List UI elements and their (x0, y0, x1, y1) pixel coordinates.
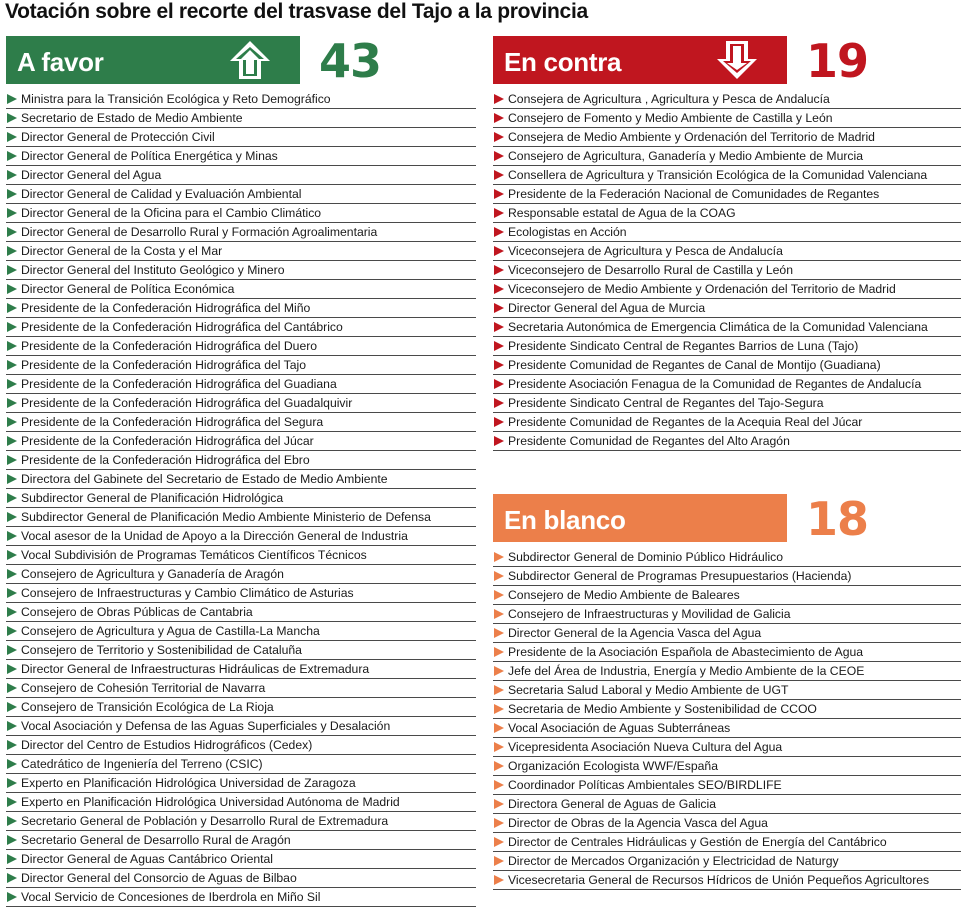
blanco-count: 18 (806, 492, 869, 546)
favor-label: A favor (6, 36, 300, 84)
favor-list-item (6, 128, 476, 147)
favor-list-item (6, 299, 476, 318)
favor-list-item-text: Director General de Protección Civil (21, 130, 215, 144)
favor-list-item (6, 166, 476, 185)
triangle-bullet-icon (494, 780, 504, 790)
blanco-list-item (493, 776, 961, 795)
contra-list-item-text: Ecologistas en Acción (508, 225, 627, 239)
triangle-bullet-icon (7, 664, 17, 674)
triangle-bullet-icon (494, 265, 504, 275)
blanco-label: En blanco (493, 494, 787, 542)
favor-column (6, 36, 476, 907)
triangle-bullet-icon (7, 170, 17, 180)
contra-header (493, 34, 961, 88)
blanco-header (493, 492, 961, 546)
triangle-bullet-icon (7, 94, 17, 104)
contra-list-item-text: Consejera de Medio Ambiente y Ordenación del Territorio de Madrid (508, 130, 875, 144)
favor-list-item (6, 489, 476, 508)
blanco-list-item-text: Director de Obras de la Agencia Vasca del Agua (508, 816, 768, 830)
blanco-list-item-text: Subdirector General de Programas Presupuestarios (Hacienda) (508, 569, 852, 583)
triangle-bullet-icon (7, 493, 17, 503)
favor-list-item (6, 774, 476, 793)
triangle-bullet-icon (7, 417, 17, 427)
blanco-list-item (493, 605, 961, 624)
contra-list-item-text: Viceconsejero de Desarrollo Rural de Castilla y León (508, 263, 793, 277)
favor-list-item (6, 660, 476, 679)
blanco-list-item-text: Coordinador Políticas Ambientales SEO/BIRDLIFE (508, 778, 782, 792)
favor-list-item-text: Consejero de Agricultura y Ganadería de Aragón (21, 567, 284, 581)
triangle-bullet-icon (7, 151, 17, 161)
contra-list-item-text: Viceconsejera de Agricultura y Pesca de Andalucía (508, 244, 783, 258)
blanco-column (493, 494, 961, 890)
favor-list-item-text: Subdirector General de Planificación Hidrológica (21, 491, 284, 505)
favor-header (6, 34, 476, 88)
favor-list-item (6, 261, 476, 280)
contra-list-item (493, 413, 961, 432)
favor-list-item-text: Director General de Calidad y Evaluación Ambiental (21, 187, 302, 201)
blanco-list-item (493, 643, 961, 662)
favor-list-item-text: Experto en Planificación Hidrológica Universidad Autónoma de Madrid (21, 795, 400, 809)
triangle-bullet-icon (7, 778, 17, 788)
contra-list-item-text: Presidente Comunidad de Regantes de Canal de Montijo (Guadiana) (508, 358, 881, 372)
contra-list-item-text: Director General del Agua de Murcia (508, 301, 706, 315)
favor-list-item (6, 451, 476, 470)
favor-list (6, 90, 476, 907)
contra-list-item (493, 432, 961, 451)
triangle-bullet-icon (7, 341, 17, 351)
triangle-bullet-icon (494, 379, 504, 389)
triangle-bullet-icon (494, 341, 504, 351)
triangle-bullet-icon (7, 360, 17, 370)
favor-list-item (6, 90, 476, 109)
favor-list-item-text: Director General de Política Energética y Minas (21, 149, 278, 163)
contra-list-item (493, 299, 961, 318)
triangle-bullet-icon (7, 474, 17, 484)
favor-list-item-text: Director del Centro de Estudios Hidrográficos (Cedex) (21, 738, 313, 752)
favor-list-item (6, 888, 476, 907)
triangle-bullet-icon (494, 303, 504, 313)
contra-list-item (493, 166, 961, 185)
favor-list-item (6, 109, 476, 128)
favor-list-item-text: Experto en Planificación Hidrológica Universidad de Zaragoza (21, 776, 356, 790)
contra-list-item-text: Presidente Asociación Fenagua de la Comunidad de Regantes de Andalucía (508, 377, 922, 391)
blanco-list-item-text: Director General de la Agencia Vasca del Agua (508, 626, 762, 640)
blanco-list-item (493, 833, 961, 852)
arrow-down-icon (715, 39, 759, 81)
favor-list-item-text: Ministra para la Transición Ecológica y Reto Demográfico (21, 92, 331, 106)
triangle-bullet-icon (7, 740, 17, 750)
favor-list-item-text: Director General de Política Económica (21, 282, 235, 296)
favor-list-item-text: Presidente de la Confederación Hidrográfica del Miño (21, 301, 311, 315)
blanco-list (493, 548, 961, 890)
favor-list-item (6, 280, 476, 299)
contra-list (493, 90, 961, 451)
triangle-bullet-icon (7, 702, 17, 712)
triangle-bullet-icon (494, 609, 504, 619)
favor-list-item (6, 679, 476, 698)
contra-list-item (493, 318, 961, 337)
triangle-bullet-icon (494, 666, 504, 676)
triangle-bullet-icon (7, 379, 17, 389)
favor-list-item (6, 204, 476, 223)
favor-list-item-text: Director General de la Costa y el Mar (21, 244, 223, 258)
arrow-up-icon (228, 39, 272, 81)
triangle-bullet-icon (7, 512, 17, 522)
triangle-bullet-icon (7, 436, 17, 446)
favor-list-item (6, 641, 476, 660)
triangle-bullet-icon (494, 856, 504, 866)
blanco-list-item (493, 871, 961, 890)
favor-list-item (6, 337, 476, 356)
contra-list-item-text: Consejera de Agricultura , Agricultura y Pesca de Andalucía (508, 92, 830, 106)
favor-list-item-text: Consejero de Cohesión Territorial de Navarra (21, 681, 266, 695)
triangle-bullet-icon (7, 835, 17, 845)
triangle-bullet-icon (494, 799, 504, 809)
triangle-bullet-icon (7, 683, 17, 693)
triangle-bullet-icon (494, 590, 504, 600)
favor-list-item (6, 698, 476, 717)
favor-list-item-text: Presidente de la Confederación Hidrográfica del Segura (21, 415, 324, 429)
triangle-bullet-icon (494, 685, 504, 695)
triangle-bullet-icon (494, 94, 504, 104)
favor-list-item-text: Director General del Consorcio de Aguas de Bilbao (21, 871, 297, 885)
contra-list-item (493, 223, 961, 242)
blanco-list-item-text: Jefe del Área de Industria, Energía y Medio Ambiente de la CEOE (508, 664, 865, 678)
triangle-bullet-icon (7, 246, 17, 256)
contra-list-item (493, 242, 961, 261)
blanco-list-item (493, 548, 961, 567)
triangle-bullet-icon (494, 436, 504, 446)
favor-list-item (6, 793, 476, 812)
blanco-list-item (493, 814, 961, 833)
triangle-bullet-icon (494, 704, 504, 714)
contra-list-item (493, 375, 961, 394)
contra-list-item (493, 394, 961, 413)
contra-list-item (493, 147, 961, 166)
contra-list-item (493, 280, 961, 299)
page-title: Votación sobre el recorte del trasvase del Tajo a la provincia (5, 0, 588, 23)
triangle-bullet-icon (7, 455, 17, 465)
favor-list-item (6, 603, 476, 622)
triangle-bullet-icon (7, 227, 17, 237)
triangle-bullet-icon (494, 647, 504, 657)
blanco-list-item (493, 738, 961, 757)
triangle-bullet-icon (494, 723, 504, 733)
favor-list-item (6, 470, 476, 489)
triangle-bullet-icon (494, 398, 504, 408)
triangle-bullet-icon (7, 550, 17, 560)
triangle-bullet-icon (7, 797, 17, 807)
favor-list-item (6, 584, 476, 603)
contra-count: 19 (806, 34, 869, 88)
blanco-list-item-text: Director de Centrales Hidráulicas y Gestión de Energía del Cantábrico (508, 835, 887, 849)
triangle-bullet-icon (494, 417, 504, 427)
contra-list-item-text: Consejero de Agricultura, Ganadería y Medio Ambiente de Murcia (508, 149, 863, 163)
favor-list-item-text: Presidente de la Confederación Hidrográfica del Guadalquivir (21, 396, 353, 410)
favor-count: 43 (319, 34, 382, 88)
triangle-bullet-icon (494, 227, 504, 237)
favor-list-item-text: Secretario de Estado de Medio Ambiente (21, 111, 243, 125)
blanco-list-item-text: Directora General de Aguas de Galicia (508, 797, 716, 811)
blanco-list-item-text: Consejero de Medio Ambiente de Baleares (508, 588, 740, 602)
favor-list-item-text: Vocal Subdivisión de Programas Temáticos Científicos Técnicos (21, 548, 367, 562)
blanco-list-item (493, 624, 961, 643)
favor-list-item-text: Presidente de la Confederación Hidrográfica del Tajo (21, 358, 307, 372)
triangle-bullet-icon (494, 552, 504, 562)
contra-list-item-text: Secretaria Autonómica de Emergencia Climática de la Comunidad Valenciana (508, 320, 928, 334)
contra-list-item-text: Responsable estatal de Agua de la COAG (508, 206, 736, 220)
favor-list-item (6, 622, 476, 641)
triangle-bullet-icon (7, 265, 17, 275)
favor-list-item (6, 413, 476, 432)
favor-list-item-text: Directora del Gabinete del Secretario de Estado de Medio Ambiente (21, 472, 388, 486)
favor-list-item (6, 318, 476, 337)
triangle-bullet-icon (494, 132, 504, 142)
triangle-bullet-icon (494, 628, 504, 638)
triangle-bullet-icon (7, 892, 17, 902)
favor-list-item-text: Presidente de la Confederación Hidrográfica del Ebro (21, 453, 310, 467)
favor-list-item-text: Presidente de la Confederación Hidrográfica del Cantábrico (21, 320, 343, 334)
contra-list-item-text: Presidente Sindicato Central de Regantes del Tajo-Segura (508, 396, 824, 410)
contra-list-item (493, 337, 961, 356)
blanco-list-item-text: Consejero de Infraestructuras y Movilidad de Galicia (508, 607, 791, 621)
favor-list-item-text: Director General de Desarrollo Rural y Formación Agroalimentaria (21, 225, 378, 239)
triangle-bullet-icon (494, 151, 504, 161)
triangle-bullet-icon (7, 322, 17, 332)
contra-list-item-text: Consellera de Agricultura y Transición Ecológica de la Comunidad Valenciana (508, 168, 928, 182)
favor-list-item-text: Consejero de Transición Ecológica de La Rioja (21, 700, 274, 714)
contra-list-item (493, 90, 961, 109)
favor-list-item (6, 356, 476, 375)
triangle-bullet-icon (7, 189, 17, 199)
contra-list-item-text: Consejero de Fomento y Medio Ambiente de Castilla y León (508, 111, 833, 125)
triangle-bullet-icon (7, 721, 17, 731)
blanco-list-item-text: Vicesecretaria General de Recursos Hídricos de Unión Pequeños Agricultores (508, 873, 930, 887)
triangle-bullet-icon (7, 284, 17, 294)
favor-list-item-text: Consejero de Obras Públicas de Cantabria (21, 605, 253, 619)
blanco-list-item-text: Secretaria Salud Laboral y Medio Ambiente de UGT (508, 683, 789, 697)
contra-list-item-text: Viceconsejero de Medio Ambiente y Ordenación del Territorio de Madrid (508, 282, 896, 296)
triangle-bullet-icon (7, 626, 17, 636)
favor-list-item (6, 869, 476, 888)
favor-list-item-text: Presidente de la Confederación Hidrográfica del Guadiana (21, 377, 337, 391)
favor-list-item (6, 565, 476, 584)
triangle-bullet-icon (7, 873, 17, 883)
contra-list-item-text: Presidente Comunidad de Regantes del Alto Aragón (508, 434, 790, 448)
triangle-bullet-icon (7, 607, 17, 617)
favor-list-item-text: Catedrático de Ingeniería del Terreno (CSIC) (21, 757, 263, 771)
blanco-list-item (493, 719, 961, 738)
triangle-bullet-icon (494, 761, 504, 771)
blanco-list-item-text: Secretaria de Medio Ambiente y Sostenibilidad de CCOO (508, 702, 817, 716)
contra-list-item (493, 109, 961, 128)
favor-list-item-text: Consejero de Infraestructuras y Cambio Climático de Asturias (21, 586, 354, 600)
triangle-bullet-icon (7, 588, 17, 598)
blanco-list-item-text: Presidente de la Asociación Española de Abastecimiento de Agua (508, 645, 864, 659)
triangle-bullet-icon (7, 208, 17, 218)
blanco-list-item-text: Vicepresidenta Asociación Nueva Cultura del Agua (508, 740, 783, 754)
favor-list-item (6, 223, 476, 242)
triangle-bullet-icon (7, 569, 17, 579)
triangle-bullet-icon (494, 170, 504, 180)
triangle-bullet-icon (7, 854, 17, 864)
triangle-bullet-icon (494, 189, 504, 199)
triangle-bullet-icon (7, 132, 17, 142)
blanco-list-item (493, 662, 961, 681)
triangle-bullet-icon (7, 303, 17, 313)
favor-list-item-text: Director General de Aguas Cantábrico Oriental (21, 852, 274, 866)
favor-list-item (6, 736, 476, 755)
contra-column (493, 36, 961, 451)
contra-list-item (493, 128, 961, 147)
contra-list-item (493, 261, 961, 280)
triangle-bullet-icon (494, 113, 504, 123)
triangle-bullet-icon (7, 531, 17, 541)
triangle-bullet-icon (494, 818, 504, 828)
contra-list-item (493, 204, 961, 223)
favor-list-item (6, 717, 476, 736)
favor-list-item-text: Vocal Servicio de Concesiones de Iberdrola en Miño Sil (21, 890, 321, 904)
triangle-bullet-icon (494, 284, 504, 294)
blanco-list-item-text: Subdirector General de Dominio Público Hidráulico (508, 550, 784, 564)
contra-list-item-text: Presidente Comunidad de Regantes de la Acequia Real del Júcar (508, 415, 863, 429)
contra-label: En contra (493, 36, 787, 84)
favor-list-item-text: Presidente de la Confederación Hidrográfica del Júcar (21, 434, 314, 448)
contra-list-item-text: Presidente Sindicato Central de Regantes Barrios de Luna (Tajo) (508, 339, 859, 353)
favor-list-item (6, 394, 476, 413)
favor-list-item-text: Secretario General de Desarrollo Rural de Aragón (21, 833, 291, 847)
favor-list-item (6, 242, 476, 261)
triangle-bullet-icon (494, 246, 504, 256)
blanco-list-item (493, 586, 961, 605)
favor-list-item (6, 432, 476, 451)
triangle-bullet-icon (7, 645, 17, 655)
blanco-list-item (493, 681, 961, 700)
favor-list-item-text: Vocal Asociación y Defensa de las Aguas Superficiales y Desalación (21, 719, 391, 733)
contra-list-item (493, 185, 961, 204)
favor-list-item-text: Director General del Instituto Geológico y Minero (21, 263, 285, 277)
favor-list-item-text: Director General del Agua (21, 168, 162, 182)
favor-list-item (6, 147, 476, 166)
favor-list-item-text: Subdirector General de Planificación Medio Ambiente Ministerio de Defensa (21, 510, 431, 524)
blanco-list-item (493, 852, 961, 871)
triangle-bullet-icon (7, 816, 17, 826)
blanco-list-item (493, 567, 961, 586)
favor-list-item (6, 185, 476, 204)
favor-list-item-text: Director General de Infraestructuras Hidráulicas de Extremadura (21, 662, 370, 676)
triangle-bullet-icon (494, 742, 504, 752)
favor-list-item (6, 546, 476, 565)
favor-list-item (6, 812, 476, 831)
triangle-bullet-icon (494, 837, 504, 847)
blanco-list-item (493, 795, 961, 814)
triangle-bullet-icon (494, 571, 504, 581)
triangle-bullet-icon (7, 398, 17, 408)
blanco-list-item (493, 757, 961, 776)
favor-list-item (6, 375, 476, 394)
favor-list-item (6, 527, 476, 546)
blanco-list-item-text: Vocal Asociación de Aguas Subterráneas (508, 721, 731, 735)
triangle-bullet-icon (494, 875, 504, 885)
favor-list-item-text: Secretario General de Población y Desarrollo Rural de Extremadura (21, 814, 389, 828)
favor-list-item (6, 755, 476, 774)
favor-list-item-text: Director General de la Oficina para el Cambio Climático (21, 206, 322, 220)
favor-list-item (6, 508, 476, 527)
favor-list-item-text: Vocal asesor de la Unidad de Apoyo a la Dirección General de Industria (21, 529, 408, 543)
triangle-bullet-icon (7, 759, 17, 769)
favor-list-item-text: Presidente de la Confederación Hidrográfica del Duero (21, 339, 318, 353)
contra-list-item (493, 356, 961, 375)
triangle-bullet-icon (494, 322, 504, 332)
triangle-bullet-icon (7, 113, 17, 123)
contra-list-item-text: Presidente de la Federación Nacional de Comunidades de Regantes (508, 187, 880, 201)
favor-list-item-text: Consejero de Agricultura y Agua de Castilla-La Mancha (21, 624, 320, 638)
favor-list-item (6, 831, 476, 850)
blanco-list-item-text: Director de Mercados Organización y Electricidad de Naturgy (508, 854, 839, 868)
blanco-list-item-text: Organización Ecologista WWF/España (508, 759, 718, 773)
triangle-bullet-icon (494, 208, 504, 218)
favor-list-item-text: Consejero de Territorio y Sostenibilidad de Cataluña (21, 643, 302, 657)
favor-list-item (6, 850, 476, 869)
blanco-list-item (493, 700, 961, 719)
triangle-bullet-icon (494, 360, 504, 370)
